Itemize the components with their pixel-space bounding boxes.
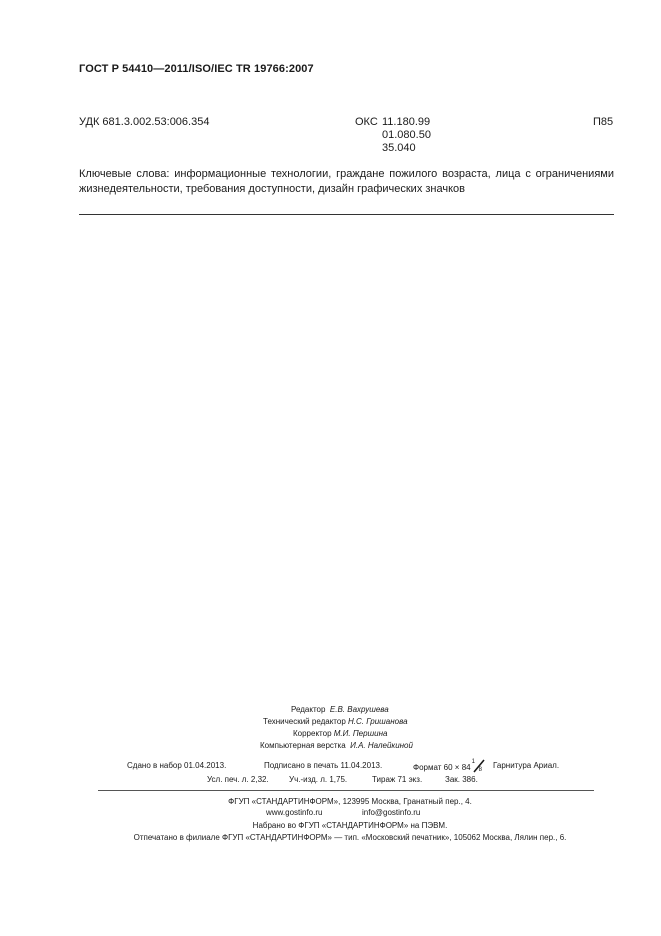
editor-label: Редактор: [291, 705, 326, 714]
circulation: Тираж 71 экз.: [372, 775, 423, 784]
keywords: Ключевые слова: информационные технологии, граждане пожилого возраста, лица с ограничениями жизнедеятельности, требования доступности, дизайн графических значков: [79, 168, 614, 195]
format-fraction: 1 8: [471, 759, 482, 773]
layout-name: И.А. Налейкиной: [350, 741, 413, 750]
typeface: Гарнитура Ариал.: [493, 761, 560, 770]
divider-bottom: [98, 790, 594, 791]
tech-editor-label: Технический редактор: [263, 717, 346, 726]
tech-editor-name: Н.С. Гришанова: [348, 717, 408, 726]
printed-note: Отпечатано в филиале ФГУП «СТАНДАРТИНФОРМ» — тип. «Московский печатник», 105062 Москва, Лялин пер., 6.: [133, 833, 567, 842]
oks-code-2: 01.080.50: [382, 129, 431, 141]
oks-code-1: 11.180.99: [382, 116, 431, 128]
editor-name: Е.В. Вахрушева: [329, 705, 389, 714]
document-title: ГОСТ Р 54410—2011/ISO/IEC TR 19766:2007: [79, 63, 314, 75]
divider-top: [79, 214, 614, 215]
publisher-email: info@gostinfo.ru: [362, 808, 421, 817]
print-sheets: Усл. печ. л. 2,32.: [207, 775, 269, 784]
publisher-website: www.gostinfo.ru: [266, 808, 323, 817]
publisher-address: ФГУП «СТАНДАРТИНФОРМ», 123995 Москва, Гранатный пер., 4.: [228, 797, 472, 806]
credit-proofreader: [293, 728, 387, 740]
order-number: Зак. 386.: [445, 775, 478, 784]
group-code: П85: [593, 116, 614, 128]
credit-editor: [291, 704, 389, 716]
udk-code: УДК 681.3.002.53:006.354: [79, 116, 210, 128]
proofreader-label: Корректор: [293, 729, 332, 738]
oks-label: ОКС: [355, 116, 378, 128]
credit-tech-editor: [263, 716, 408, 728]
credit-layout: [260, 740, 413, 752]
typeset-note: Набрано во ФГУП «СТАНДАРТИНФОРМ» на ПЭВМ.: [252, 821, 448, 830]
pub-sheets: Уч.-изд. л. 1,75.: [289, 775, 348, 784]
oks-code-3: 35.040: [382, 142, 416, 154]
proofreader-name: М.И. Першина: [333, 729, 388, 738]
signed-date: Подписано в печать 11.04.2013.: [264, 761, 383, 770]
submitted-date: Сдано в набор 01.04.2013.: [127, 761, 227, 770]
print-format: Формат 60 × 84 1 8: [413, 761, 487, 773]
layout-label: Компьютерная верстка: [260, 741, 346, 750]
